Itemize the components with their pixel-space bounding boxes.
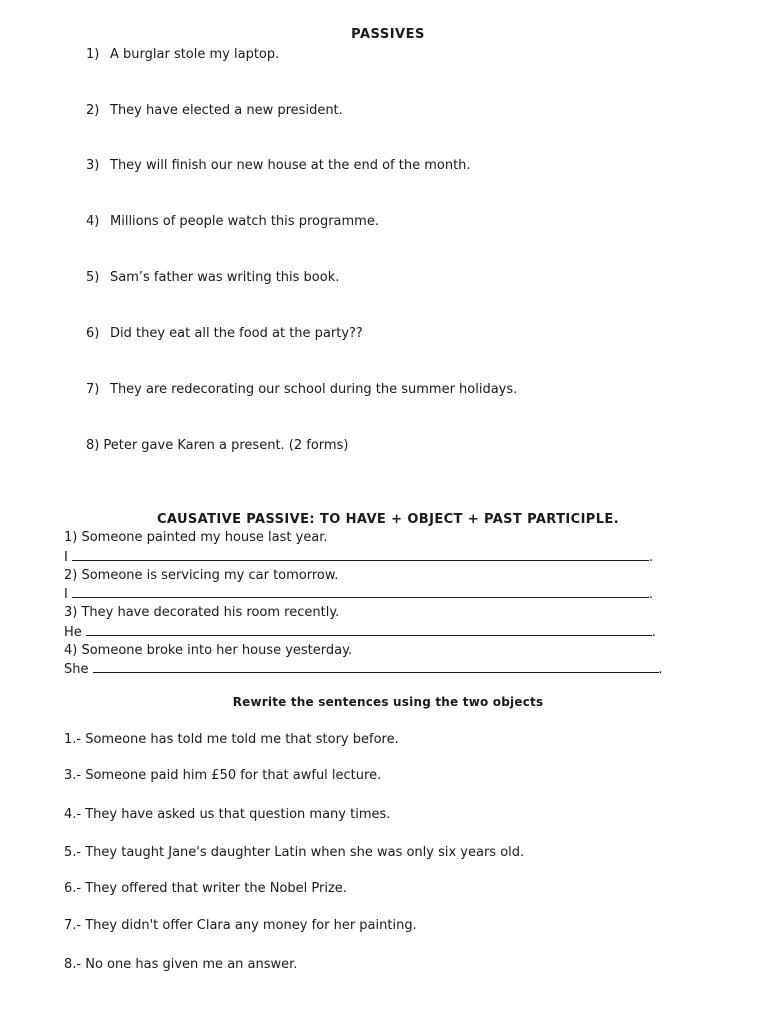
passive-item [86, 214, 379, 229]
item-number: 4) [86, 214, 100, 229]
answer-start: He [64, 625, 82, 640]
rewrite-item: 5.- They taught Jane's daughter Latin when she was only six years old. [64, 845, 525, 860]
rewrite-item: 6.- They offered that writer the Nobel Prize. [64, 881, 347, 896]
causative-sentence: 1) Someone painted my house last year. [64, 530, 328, 545]
answer-end: . [658, 662, 663, 677]
passive-item [86, 270, 339, 285]
passive-item [86, 438, 348, 453]
item-number: 3) [86, 158, 100, 173]
item-number: 2) [86, 103, 100, 118]
answer-blank[interactable] [93, 661, 659, 673]
item-text: Millions of people watch this programme. [110, 214, 379, 229]
answer-end: . [651, 625, 656, 640]
item-number: 1) [86, 47, 100, 62]
answer-blank[interactable] [86, 624, 652, 636]
rewrite-item: 1.- Someone has told me told me that story before. [64, 732, 399, 747]
passive-item [86, 158, 471, 173]
answer-start: She [64, 662, 89, 677]
answer-line [64, 586, 653, 602]
rewrite-item: 3.- Someone paid him £50 for that awful lecture. [64, 768, 382, 783]
item-text: They have elected a new president. [110, 103, 343, 118]
rewrite-item: 4.- They have asked us that question many times. [64, 807, 391, 822]
passive-item [86, 103, 343, 118]
item-text: Did they eat all the food at the party?? [110, 326, 363, 341]
item-number: 8) [86, 438, 100, 453]
answer-line [64, 624, 656, 640]
item-text: A burglar stole my laptop. [110, 47, 280, 62]
item-number: 7) [86, 382, 100, 397]
item-text: They are redecorating our school during the summer holidays. [110, 382, 518, 397]
answer-end: . [648, 550, 653, 565]
answer-blank[interactable] [72, 549, 649, 561]
rewrite-item: 7.- They didn't offer Clara any money for her painting. [64, 918, 417, 933]
causative-title: CAUSATIVE PASSIVE: TO HAVE + OBJECT + PAST PARTICIPLE. [156, 512, 620, 527]
item-text: Sam’s father was writing this book. [110, 270, 340, 285]
rewrite-item: 8.- No one has given me an answer. [64, 957, 298, 972]
answer-line [64, 661, 663, 677]
causative-sentence: 4) Someone broke into her house yesterday. [64, 643, 353, 658]
item-text: Peter gave Karen a present. (2 forms) [103, 438, 349, 453]
passive-item [86, 382, 517, 397]
passive-item [86, 47, 279, 62]
causative-sentence: 3) They have decorated his room recently. [64, 605, 340, 620]
answer-line [64, 549, 653, 565]
answer-end: . [648, 587, 653, 602]
passive-item [86, 326, 363, 341]
item-number: 5) [86, 270, 100, 285]
item-number: 6) [86, 326, 100, 341]
rewrite-title: Rewrite the sentences using the two objects [232, 695, 544, 709]
item-text: They will finish our new house at the end of the month. [110, 158, 471, 173]
passives-title: PASSIVES [351, 27, 425, 42]
answer-start: I [64, 550, 68, 565]
answer-start: I [64, 587, 68, 602]
answer-blank[interactable] [72, 586, 649, 598]
causative-sentence: 2) Someone is servicing my car tomorrow. [64, 568, 339, 583]
